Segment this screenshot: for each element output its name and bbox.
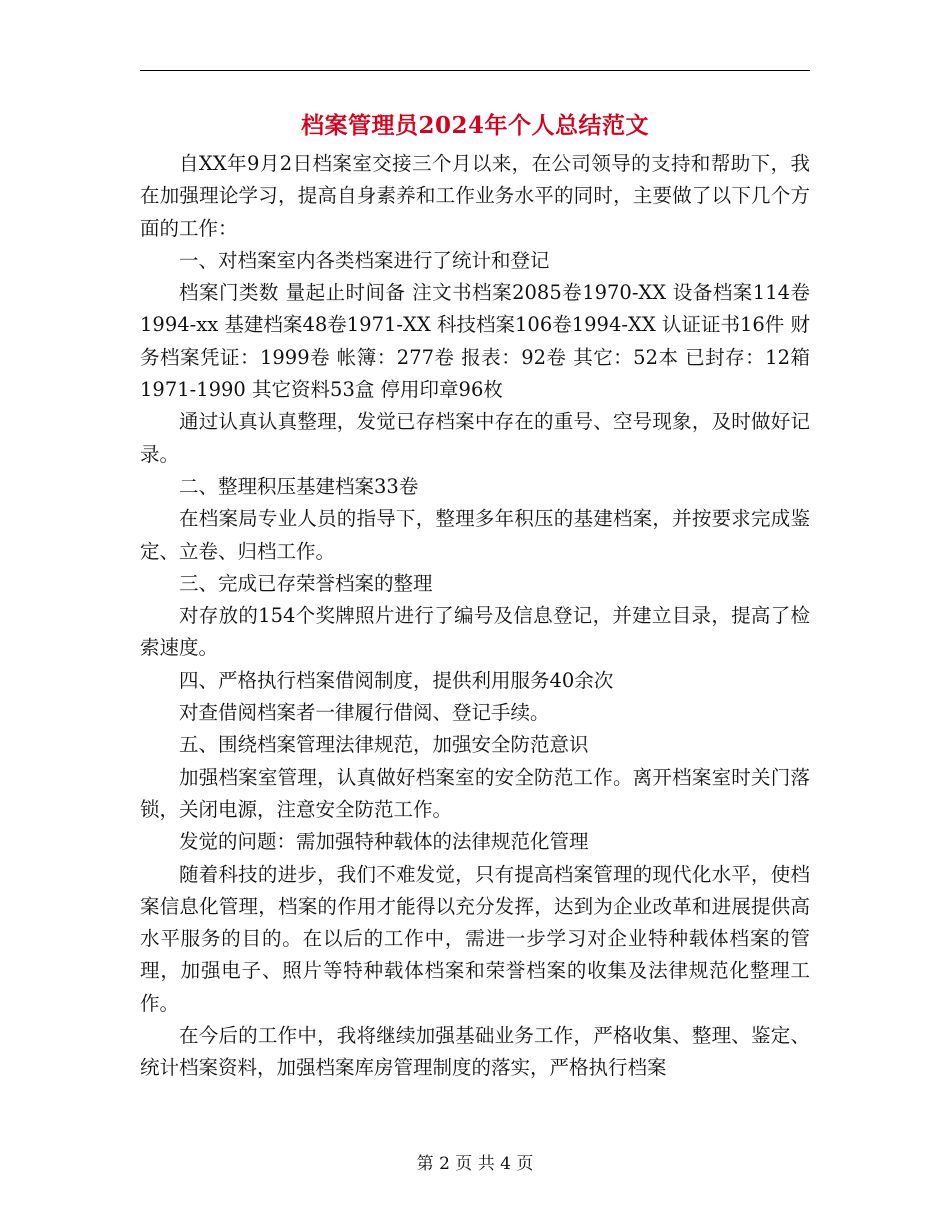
section-heading-1: 一、对档案室内各类档案进行了统计和登记 [179,248,550,272]
paragraph-borrowing: 对查借阅档案者一律履行借阅、登记手续。 [179,701,550,725]
header-rule [140,70,810,71]
page-number: 第 2 页 共 4 页 [416,1154,534,1174]
problem-heading: 发觉的问题：需加强特种载体的法律规范化管理 [179,830,589,854]
paragraph-records: 通过认真认真整理，发觉已存档案中存在的重号、空号现象，及时做好记录。 [140,410,810,466]
section-heading-5: 五、围绕档案管理法律规范，加强安全防范意识 [179,733,589,757]
paragraph-future-work: 在今后的工作中，我将继续加强基础业务工作，严格收集、整理、鉴定、统计档案资料，加强档案库房管理制度的落实，严格执行档案 [140,1024,810,1080]
paragraph-construction-archives: 在档案局专业人员的指导下，整理多年积压的基建档案，并按要求完成鉴定、立卷、归档工作。 [140,507,810,563]
document-body [140,148,810,1085]
paragraph-modernization: 随着科技的进步，我们不难发觉，只有提高档案管理的现代化水平，使档案信息化管理，档案的作用才能得以充分发挥，达到为企业改革和进展提供高水平服务的目的。在以后的工作中，需进一步学习对企业特种载体档案的管理，加强电子、照片等特种载体档案和荣誉档案的收集及法律规范化整理工作。 [140,862,810,1015]
paragraph-archive-stats: 档案门类数 量起止时间备 注文书档案2085卷1970-XX 设备档案114卷1994-xx 基建档案48卷1971-XX 科技档案106卷1994-XX 认证证书16件 财务档案凭证：1999卷 帐簿：277卷 报表：92卷 其它：52本 已封存：12箱1971-1990 其它资料53盒 停用印章96枚 [140,281,810,402]
paragraph-security: 加强档案室管理，认真做好档案室的安全防范工作。离开档案室时关门落锁，关闭电源，注意安全防范工作。 [140,765,810,821]
section-heading-3: 三、完成已存荣誉档案的整理 [179,571,433,595]
paragraph-honor-archives: 对存放的154个奖牌照片进行了编号及信息登记，并建立目录，提高了检索速度。 [140,604,810,660]
document-title: 档案管理员2024年个人总结范文 [300,112,649,139]
section-heading-4: 四、严格执行档案借阅制度，提供利用服务40余次 [179,668,614,692]
section-heading-2: 二、整理积压基建档案33卷 [179,474,419,498]
paragraph-intro: 自XX年9月2日档案室交接三个月以来，在公司领导的支持和帮助下，我在加强理论学习，提高自身素养和工作业务水平的同时，主要做了以下几个方面的工作： [140,152,810,240]
